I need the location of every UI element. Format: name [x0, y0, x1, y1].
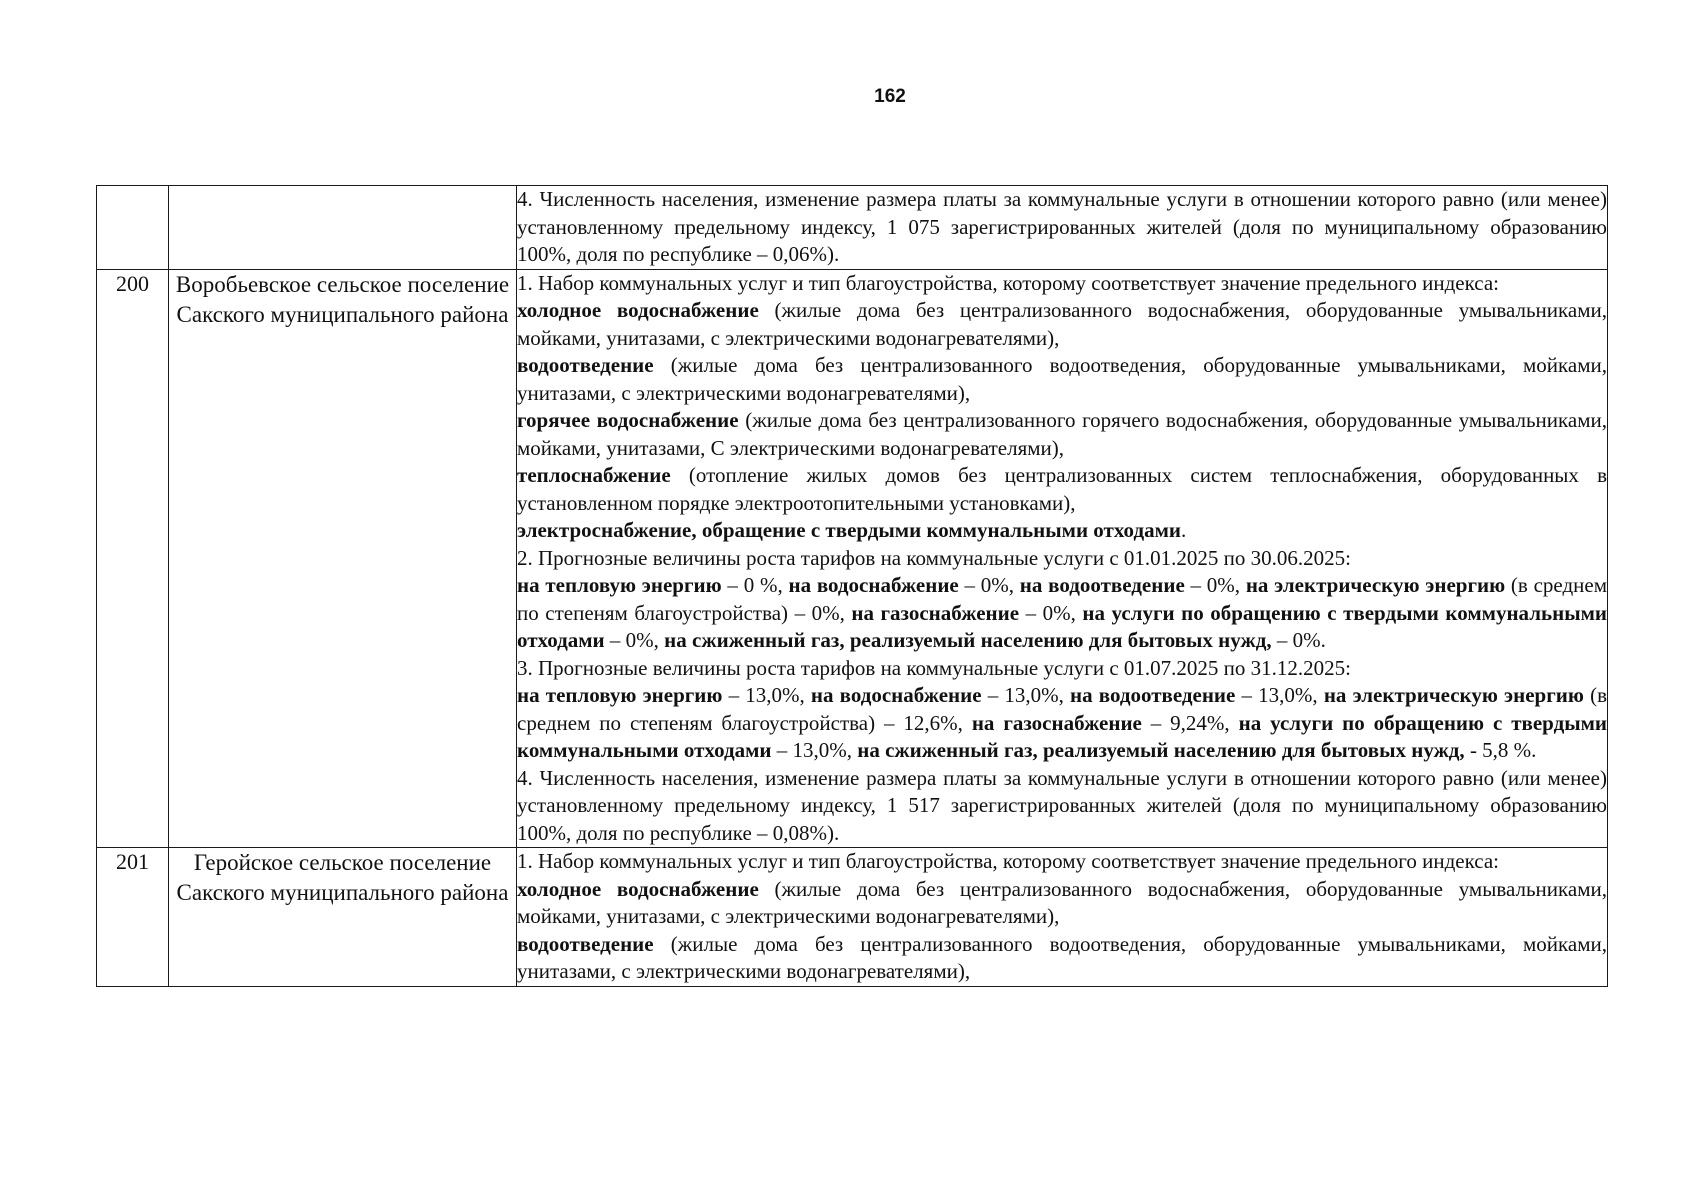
service-term: холодное водоснабжение [517, 876, 759, 901]
description-paragraph [517, 876, 1607, 931]
description-text: – 13,0%, [722, 683, 811, 707]
page-number: 162 [874, 86, 906, 107]
description-paragraph [517, 462, 1607, 517]
description-text: (жилые дома без централизованного горячего водоснабжения, оборудованные умывальниками, мойками, унитазами, С электрическими водонагревателями), [517, 408, 1607, 460]
service-term: на водоснабжение [810, 683, 982, 707]
description-text: - 5,8 %. [1464, 738, 1537, 762]
service-term: на тепловую энергию [517, 573, 722, 597]
service-term: на водоотведение [1019, 573, 1185, 597]
service-term: теплоснабжение [517, 463, 671, 487]
description-text: – 13,0%, [771, 738, 858, 762]
municipality-table [96, 185, 1608, 987]
description-text: – 0%, [604, 628, 665, 652]
description-paragraph [517, 848, 1607, 876]
municipality-name: Геройское сельское поселение Сакского муниципального района [169, 848, 517, 987]
service-term: водоотведение [517, 353, 654, 377]
description-paragraph [517, 270, 1607, 298]
description-text: (жилые дома без централизованного водоснабжения, оборудованные умывальниками, мойками, унитазами, с электрическими водонагревателями), [517, 298, 1607, 350]
description-text: 1. Набор коммунальных услуг и тип благоустройства, которому соответствует значение предельного индекса: [517, 270, 1499, 295]
row-number: 201 [97, 848, 169, 987]
description-paragraph [517, 297, 1607, 352]
description-text: – 13,0%, [1235, 683, 1324, 707]
service-term: на электрическую энергию [1323, 683, 1584, 707]
description-paragraph [517, 682, 1607, 765]
municipality-name [169, 186, 517, 270]
description-text: . [1180, 518, 1187, 542]
row-description [517, 186, 1608, 270]
description-text: – 0%, [958, 573, 1020, 597]
table-row [97, 848, 1608, 987]
service-term: на тепловую энергию [517, 683, 723, 707]
table-row [97, 269, 1608, 848]
row-description [517, 269, 1608, 848]
municipality-name: Воробьевское сельское поселение Сакского муниципального района [169, 269, 517, 848]
description-paragraph [517, 186, 1607, 269]
description-text: 1. Набор коммунальных услуг и тип благоустройства, которому соответствует значение предельного индекса: [517, 849, 1499, 873]
service-term: на услуги по обращению с твердыми коммунальными отходами [517, 710, 1608, 762]
description-text: (в среднем по степеням благоустройства) – 0%, [517, 573, 1607, 625]
description-paragraph [517, 931, 1607, 986]
description-text: – 13,0%, [981, 683, 1070, 707]
description-text: 4. Численность населения, изменение размера платы за коммунальные услуги в отношении которого равно (или менее) установленному предельному индексу, 1 075 зарегистрированных жителей (доля по муниципальному образованию 100%, доля по республике – 0,06%). [517, 187, 1607, 266]
table-row [97, 186, 1608, 270]
description-paragraph [517, 765, 1607, 848]
description-text: (жилые дома без централизованного водоотведения, оборудованные умывальниками, мойками, унитазами, с электрическими водонагревателями), [517, 353, 1607, 405]
description-paragraph [517, 655, 1607, 683]
service-term: горячее водоснабжение [517, 408, 739, 432]
description-text: (отопление жилых домов без централизованных систем теплоснабжения, оборудованных в установленном порядке электроотопительными установками), [517, 463, 1607, 515]
description-text: – 9,24%, [1141, 710, 1239, 735]
service-term: на сжиженный газ, реализуемый населению для бытовых нужд, [857, 738, 1465, 762]
description-paragraph [517, 572, 1607, 655]
description-text: – 0%. [1271, 628, 1326, 652]
row-description [517, 848, 1608, 987]
service-term: на услуги по обращению с твердыми коммунальными отходами [517, 600, 1608, 652]
description-paragraph [517, 352, 1607, 407]
row-number [97, 186, 169, 270]
description-text: 2. Прогнозные величины роста тарифов на коммунальные услуги с 01.01.2025 по 30.06.2025: [517, 545, 1351, 570]
description-text: (жилые дома без централизованного водоотведения, оборудованные умывальниками, мойками, унитазами, с электрическими водонагревателями), [517, 931, 1607, 983]
description-text: (в среднем по степеням благоустройства) – 12,6%, [517, 683, 1607, 735]
description-text: – 0%, [1019, 600, 1083, 625]
service-term: на водоснабжение [788, 573, 959, 597]
description-text: (жилые дома без централизованного водоснабжения, оборудованные умывальниками, мойками, унитазами, с электрическими водонагревателями), [517, 876, 1607, 928]
service-term: водоотведение [517, 931, 654, 956]
description-paragraph [517, 545, 1607, 573]
service-term: электроснабжение, обращение с твердыми коммунальными отходами [517, 518, 1181, 542]
service-term: на газоснабжение [971, 710, 1142, 735]
service-term: на водоотведение [1070, 683, 1236, 707]
description-text: – 0 %, [721, 573, 789, 597]
service-term: на электрическую энергию [1245, 573, 1506, 597]
row-number: 200 [97, 269, 169, 848]
description-text: 3. Прогнозные величины роста тарифов на коммунальные услуги с 01.07.2025 по 31.12.2025: [517, 655, 1351, 680]
service-term: на газоснабжение [851, 600, 1020, 625]
service-term: холодное водоснабжение [517, 298, 759, 322]
description-paragraph [517, 517, 1607, 545]
description-text: 4. Численность населения, изменение размера платы за коммунальные услуги в отношении которого равно (или менее) установленному предельному индексу, 1 517 зарегистрированных жителей (доля по муниципальному образованию 100%, доля по республике – 0,08%). [517, 765, 1607, 845]
description-paragraph [517, 407, 1607, 462]
description-text: – 0%, [1184, 573, 1246, 597]
service-term: на сжиженный газ, реализуемый населению для бытовых нужд, [664, 628, 1272, 652]
